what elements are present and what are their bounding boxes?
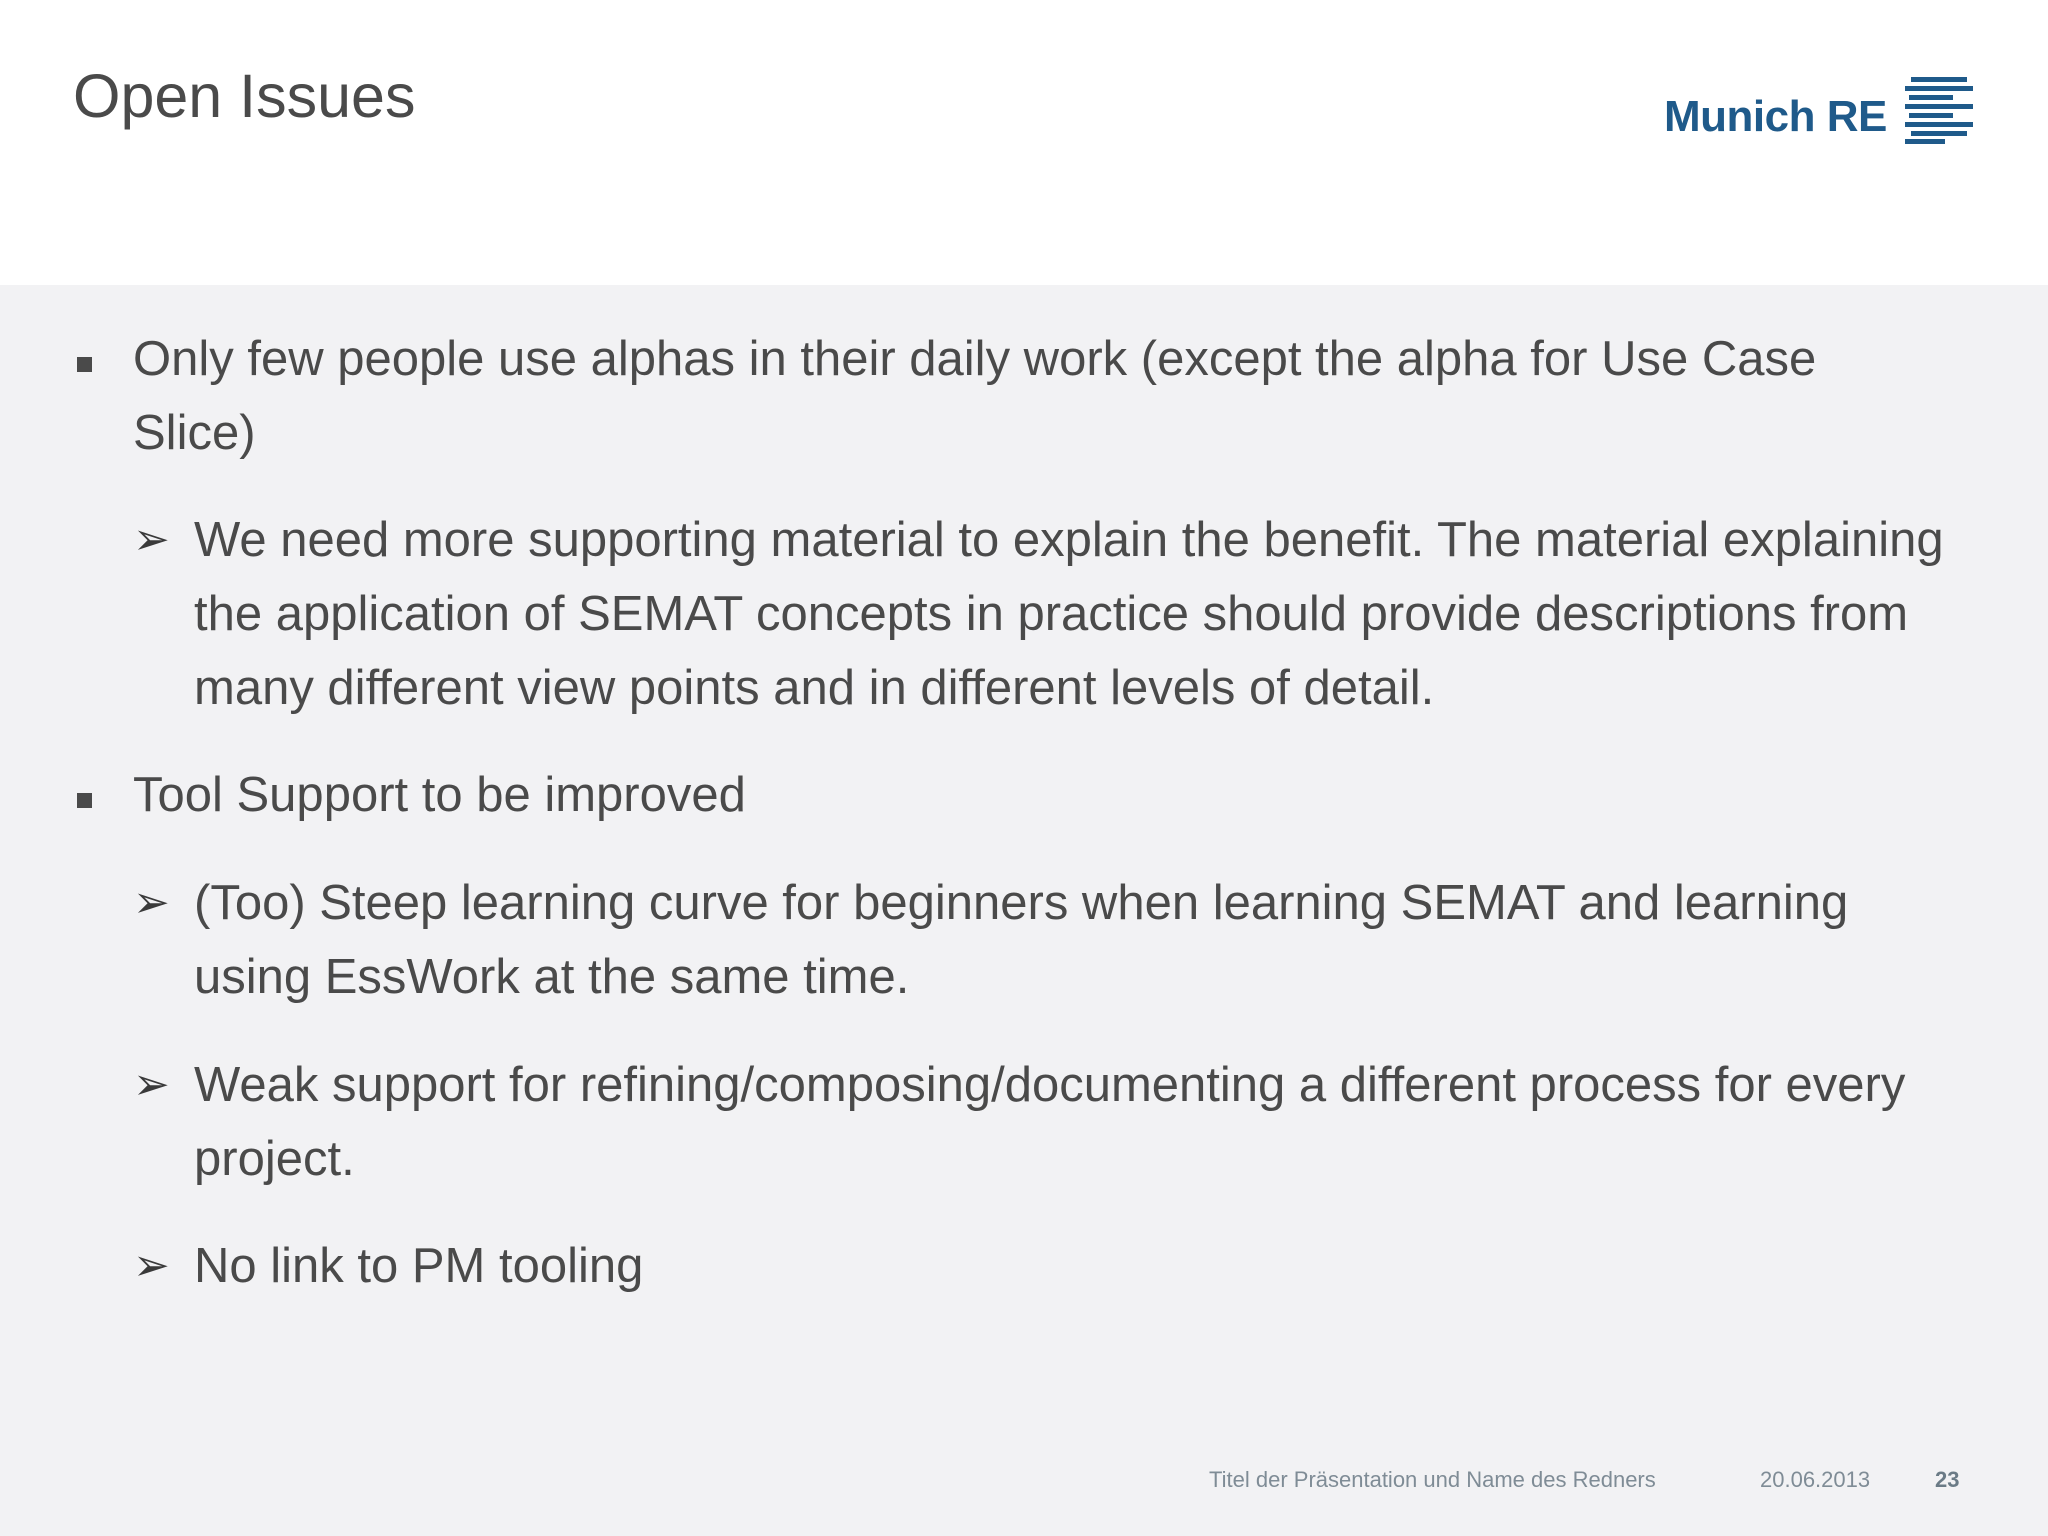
bullet-text: Tool Support to be improved (133, 768, 746, 822)
slide-title: Open Issues (73, 62, 416, 130)
bullet-text: Only few people use alphas in their daily work (except the alpha for Use Case Slice) (133, 332, 1817, 460)
munich-re-mark-icon (1905, 75, 1973, 145)
arrow-bullet-icon: ➢ (133, 1060, 170, 1109)
sub-bullet-item (133, 503, 1954, 725)
sub-bullet-item (133, 1229, 1954, 1303)
logo-text: Munich RE (1664, 92, 1887, 141)
square-bullet-icon (77, 793, 92, 808)
arrow-bullet-icon: ➢ (133, 515, 170, 564)
page-number: 23 (1935, 1467, 1960, 1492)
sub-bullet-text: (Too) Steep learning curve for beginners when learning SEMAT and learning using EssWork at the same time. (194, 876, 1849, 1004)
munich-re-logo (1664, 70, 1973, 150)
sub-bullet-item (133, 1048, 1954, 1196)
footer-date: 20.06.2013 (1760, 1467, 1871, 1492)
arrow-bullet-icon: ➢ (133, 1241, 170, 1290)
slide-header (0, 0, 2048, 285)
sub-bullet-item (133, 866, 1954, 1014)
footer-presentation-title: Titel der Präsentation und Name des Redners (1209, 1467, 1656, 1492)
slide-body (0, 285, 2048, 1536)
bullet-item (133, 758, 1933, 832)
sub-bullet-text: Weak support for refining/composing/documenting a different process for every project. (194, 1058, 1906, 1186)
sub-bullet-text: We need more supporting material to explain the benefit. The material explaining the application of SEMAT concepts in practice should provide descriptions from many different view points and in different levels of detail. (194, 513, 1944, 715)
arrow-bullet-icon: ➢ (133, 878, 170, 927)
square-bullet-icon (77, 357, 92, 372)
sub-bullet-text: No link to PM tooling (194, 1239, 644, 1293)
bullet-item (133, 322, 1933, 470)
